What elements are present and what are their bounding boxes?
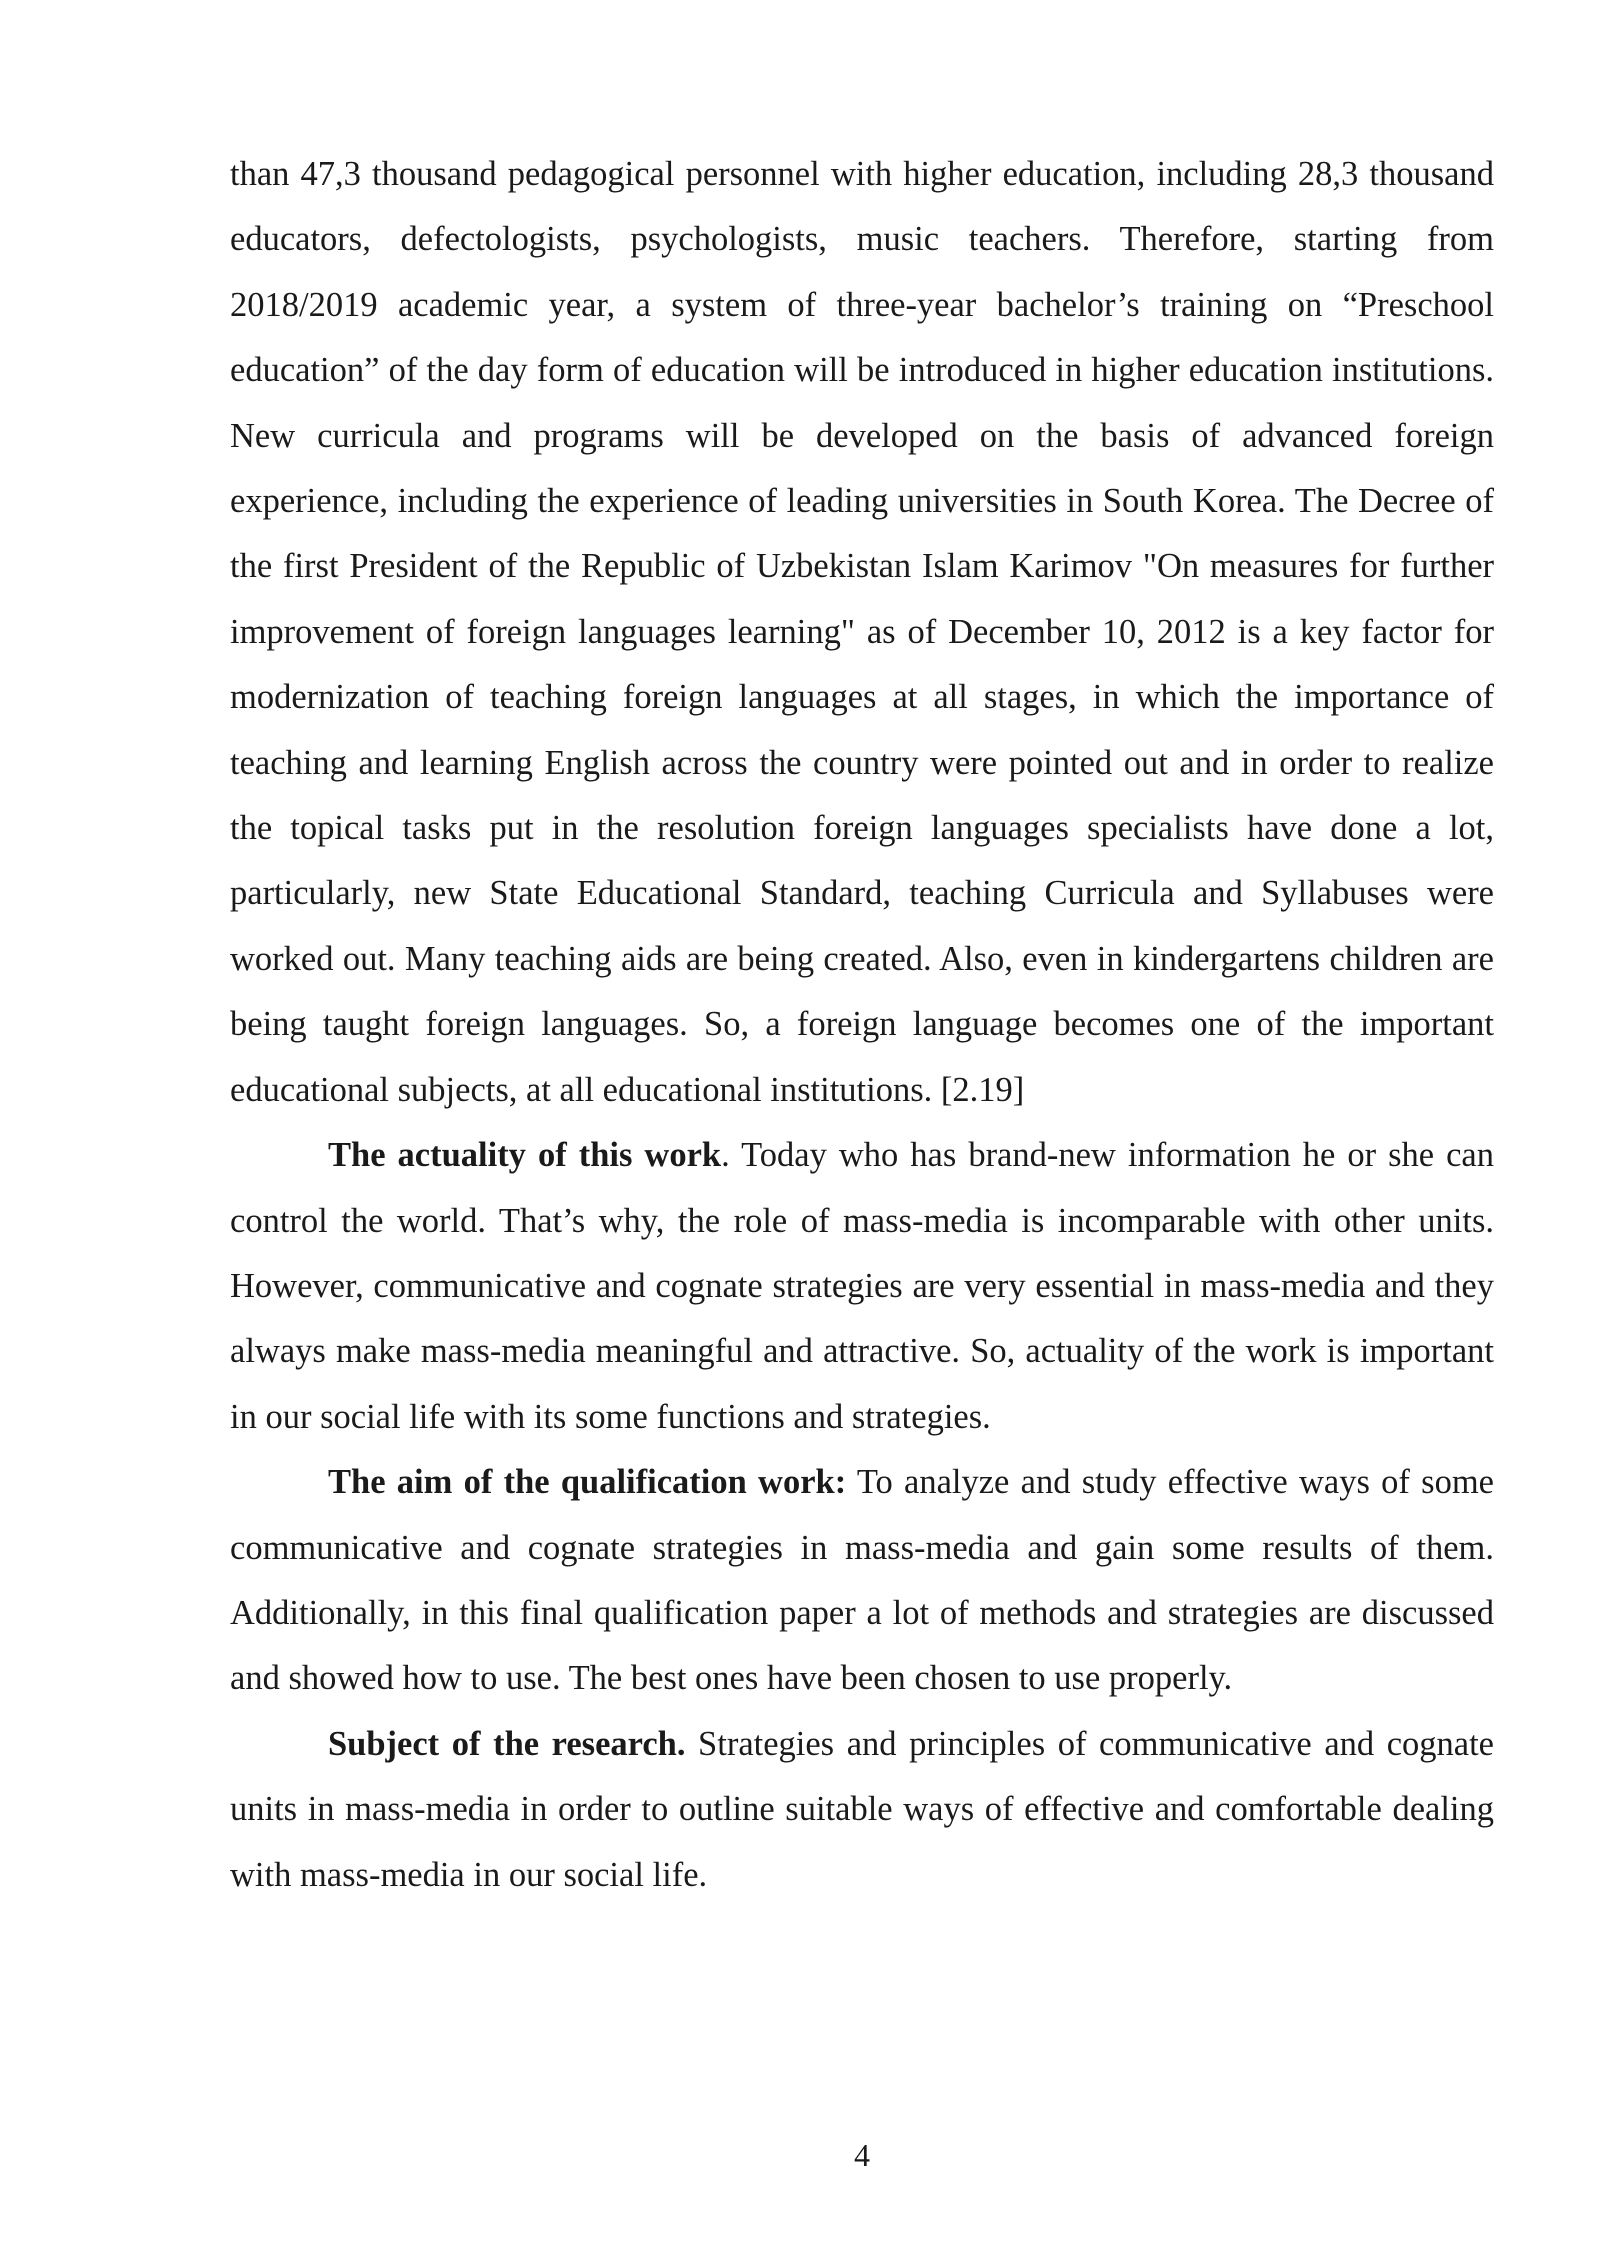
paragraph-aim: [230, 1450, 1494, 1712]
paragraph-actuality: [230, 1123, 1494, 1450]
paragraph-subject: [230, 1712, 1494, 1908]
paragraph-lead: The actuality of this work: [328, 1136, 722, 1175]
paragraph-continued: [230, 142, 1494, 1123]
paragraph-text: Strategies and principles of communicative and cognate units in mass-media in order to outline suitable ways of effective and comfortable dealing with mass-media in our social life.: [230, 1724, 1494, 1894]
paragraph-text: To analyze and study effective ways of some communicative and cognate strategies in mass-media and gain some results of them. Additionally, in this final qualification paper a lot of methods and strategies are discussed and showed how to use. The best ones have been chosen to use properly.: [230, 1463, 1494, 1698]
paragraph-lead: Subject of the research.: [328, 1724, 686, 1763]
paragraph-text: . Today who has brand-new information he or she can control the world. That’s why, the role of mass-media is incomparable with other units. However, communicative and cognate strategies are very essential in mass-media and they always make mass-media meaningful and attractive. So, actuality of the work is important in our social life with its some functions and strategies.: [230, 1136, 1494, 1436]
paragraph-lead: The aim of the qualification work:: [328, 1463, 847, 1502]
page-number: 4: [854, 2137, 870, 2173]
paragraph-text: than 47,3 thousand pedagogical personnel with higher education, including 28,3 thousand educators, defectologists, psychologists, music teachers. Therefore, starting from 2018/2019 academic year, a system of three-year bachelor’s training on “Preschool education” of the day form of education will be introduced in higher education institutions. New curricula and programs will be developed on the basis of advanced foreign experience, including the experience of leading universities in South Korea. The Decree of the first President of the Republic of Uzbekistan Islam Karimov "On measures for further improvement of foreign languages learning" as of December 10, 2012 is a key factor for modernization of teaching foreign languages at all stages, in which the importance of teaching and learning English across the country were pointed out and in order to realize the topical tasks put in the resolution foreign languages specialists have done a lot, particularly, new State Educational Standard, teaching Curricula and Syllabuses were worked out. Many teaching aids are being created. Also, even in kindergartens children are being taught foreign languages. So, a foreign language becomes one of the important educational subjects, at all educational institutions. [2.19]: [230, 155, 1494, 1109]
page-body: [230, 142, 1494, 1908]
